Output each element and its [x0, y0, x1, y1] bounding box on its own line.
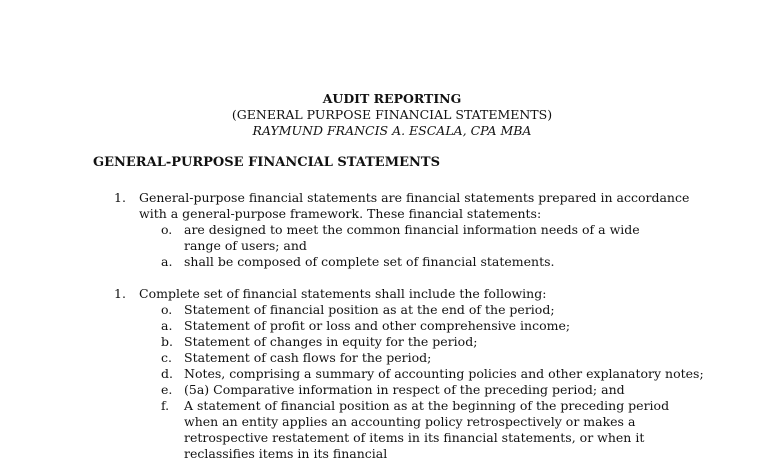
list-item-text: General-purpose financial statements are financial statements prepared in accordance with a general-purpose framework. These financial statements: [139, 190, 690, 221]
document-title: AUDIT REPORTING [322, 91, 462, 106]
document-author: RAYMUND FRANCIS A. ESCALA, CPA MBA [252, 123, 532, 138]
sub-item-marker: d. [161, 366, 173, 381]
sub-item-text: A statement of financial position as at the beginning of the preceding period when an entity applies an accounting policy retrospectively or makes a retrospective restatement of items in its financial statements, or when it reclassifies items in its financial [184, 398, 670, 461]
sub-item-marker: o. [161, 222, 173, 237]
section-heading: GENERAL-PURPOSE FINANCIAL STATEMENTS [93, 155, 440, 170]
sub-item-text: shall be composed of complete set of financial statements. [184, 254, 555, 269]
list-item-number: 1. [114, 286, 126, 301]
sub-item-text: (5a) Comparative information in respect of the preceding period; and [184, 382, 625, 397]
sub-item-text: Statement of profit or loss and other comprehensive income; [184, 318, 571, 333]
sub-item-marker: c. [161, 350, 172, 365]
sub-item-text: Statement of changes in equity for the period; [184, 334, 478, 349]
sub-item-text: Notes, comprising a summary of accounting policies and other explanatory notes; [184, 366, 704, 381]
sub-item-marker: b. [161, 334, 173, 349]
document-subtitle: (GENERAL PURPOSE FINANCIAL STATEMENTS) [231, 107, 553, 122]
list-item-number: 1. [114, 190, 126, 205]
sub-item-text: Statement of cash flows for the period; [184, 350, 432, 365]
sub-item-text: Statement of financial position as at the end of the period; [184, 302, 555, 317]
sub-item-marker: f. [161, 398, 170, 413]
sub-item-marker: o. [161, 302, 173, 317]
list-item-text: Complete set of financial statements shall include the following: [139, 286, 547, 301]
sub-item-marker: a. [161, 254, 173, 269]
sub-item-text: are designed to meet the common financial information needs of a wide range of users; and [184, 222, 640, 253]
sub-item-marker: e. [161, 382, 173, 397]
sub-item-marker: a. [161, 318, 173, 333]
